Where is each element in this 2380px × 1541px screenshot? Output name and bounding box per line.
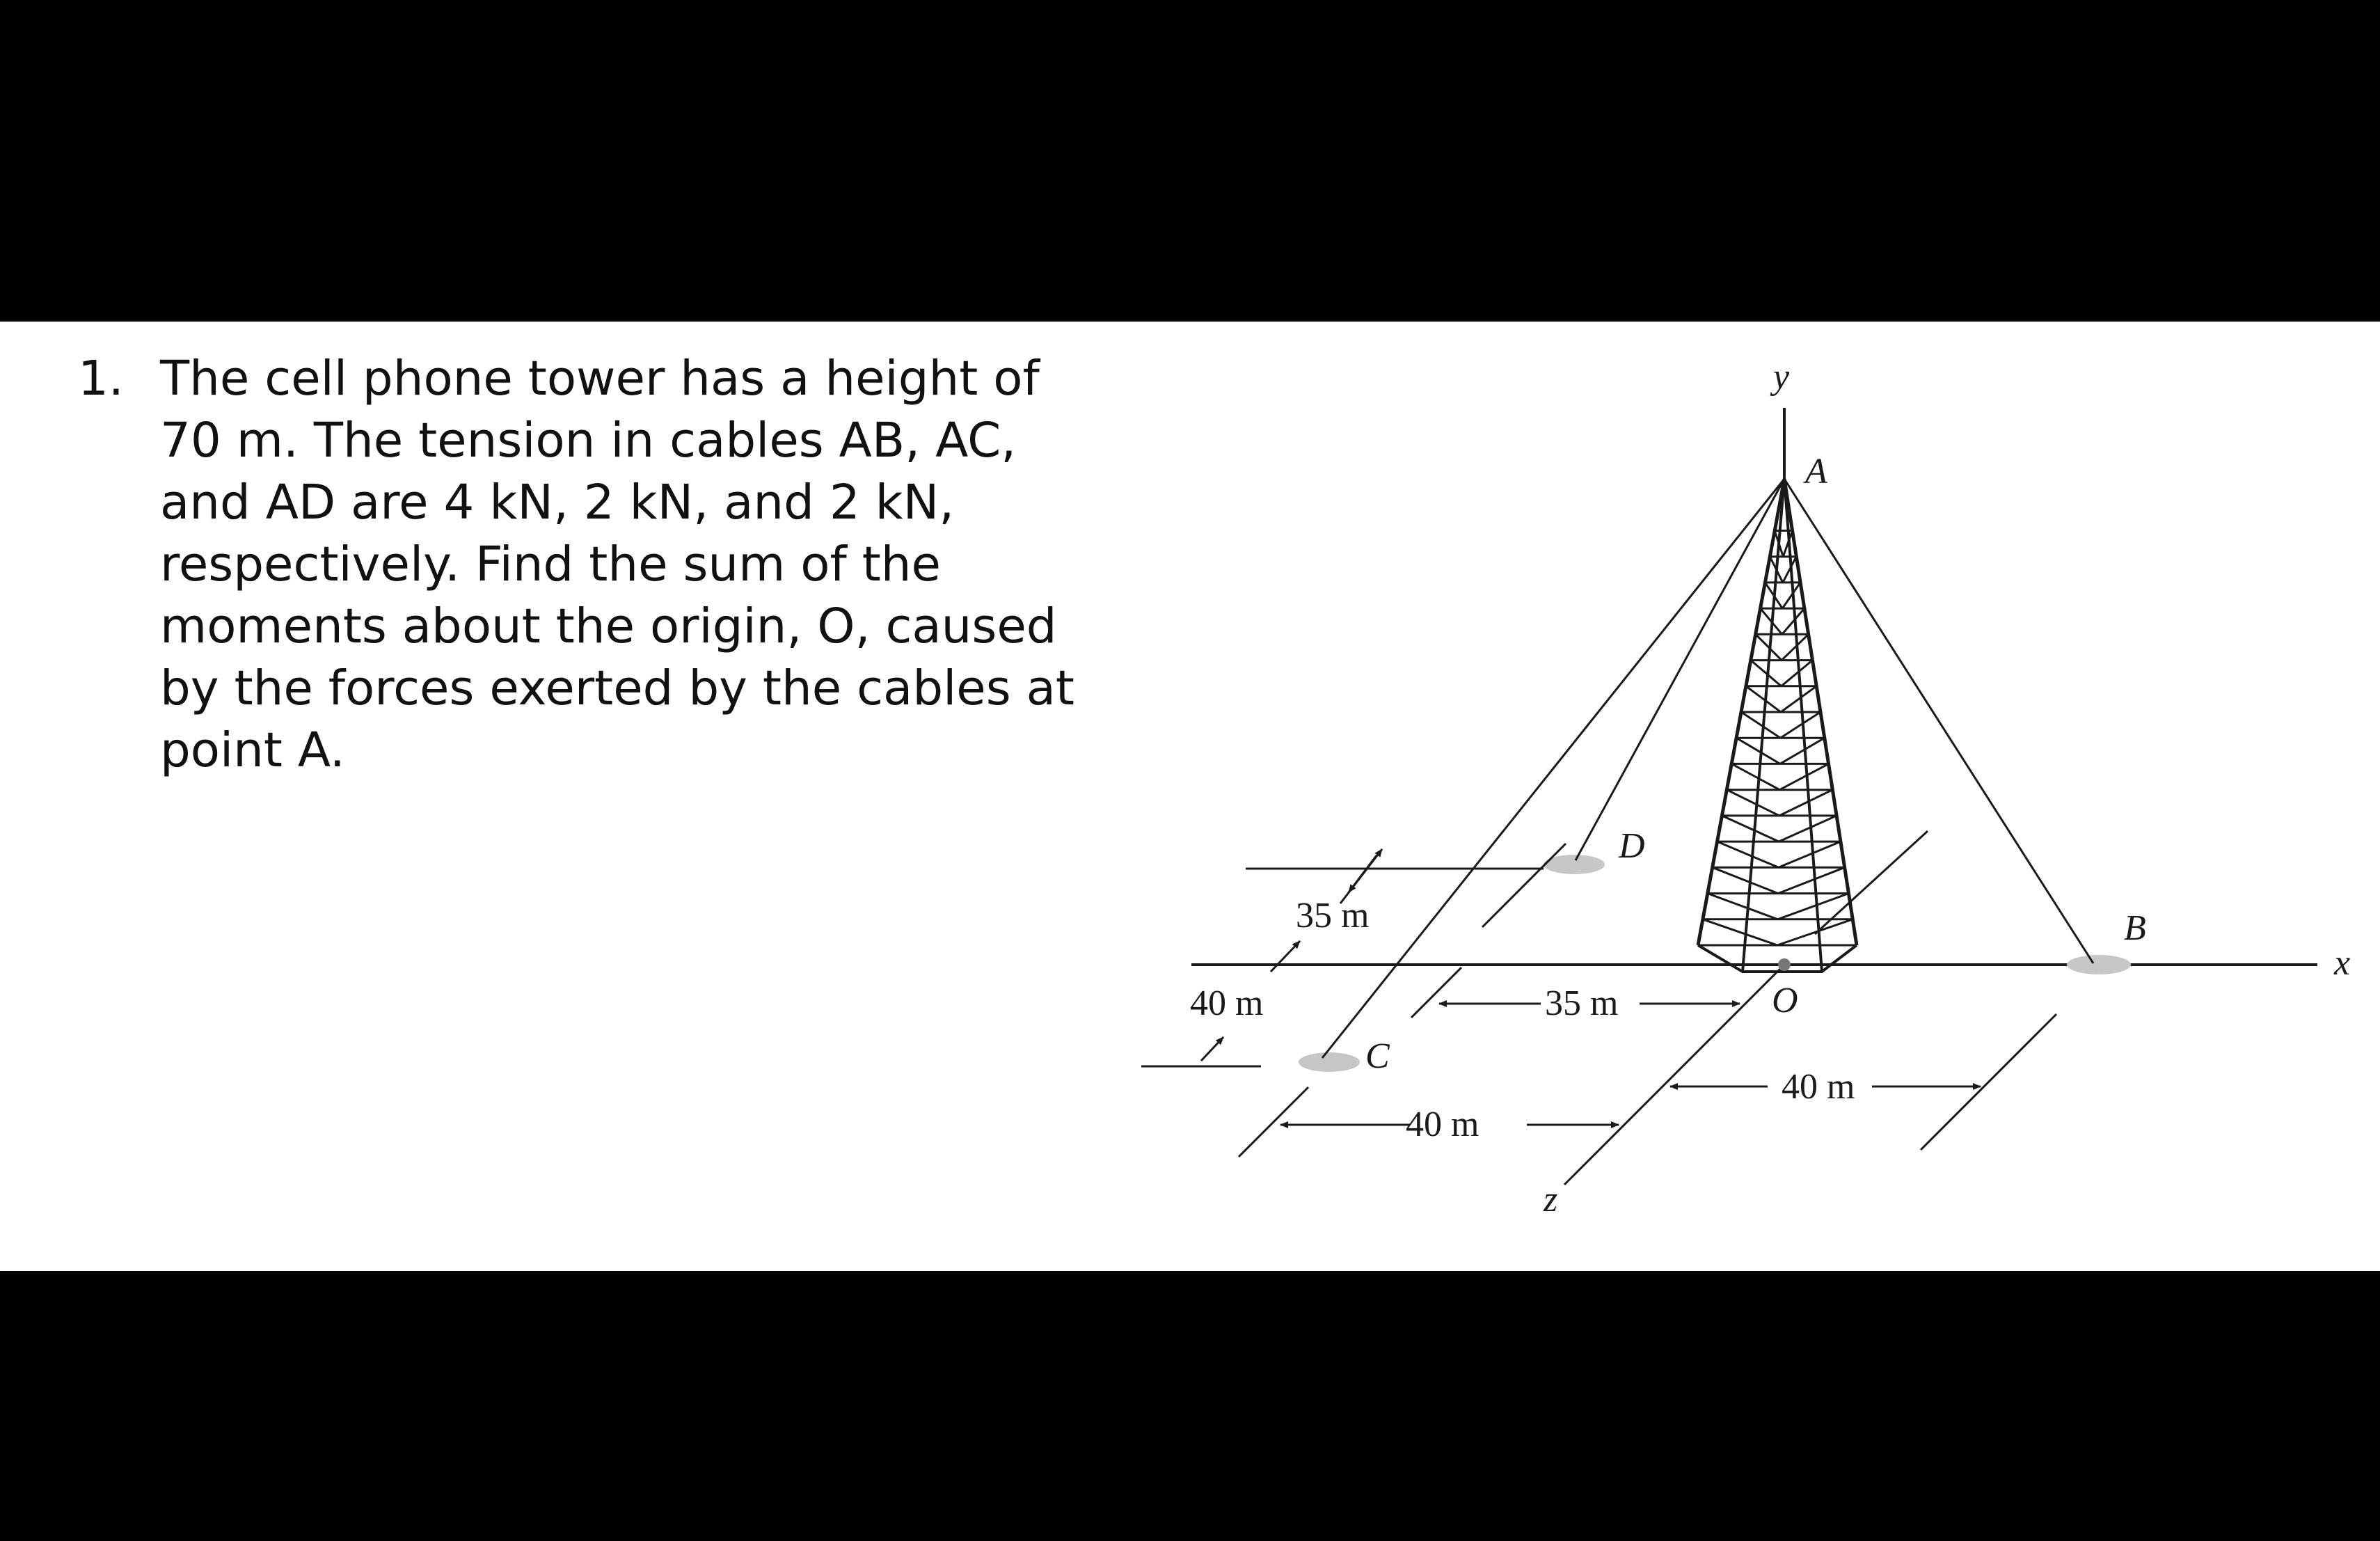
point-label-o: O xyxy=(1772,981,1798,1020)
dimension-label-40m-c: 40 m xyxy=(1190,983,1264,1023)
problem-line: by the forces exerted by the cables at xyxy=(160,661,1074,716)
cable-ac xyxy=(1322,479,1784,1058)
point-label-c: C xyxy=(1365,1036,1390,1076)
problem-line: and AD are 4 kN, 2 kN, and 2 kN, xyxy=(160,475,955,530)
dimension-label-35m-d: 35 m xyxy=(1296,896,1370,935)
axis-label-z: z xyxy=(1544,1180,1558,1219)
point-label-d: D xyxy=(1619,826,1645,866)
axis-label-x: x xyxy=(2334,943,2351,983)
problem-line: The cell phone tower has a height of xyxy=(160,351,1040,406)
point-label-a: A xyxy=(1805,452,1827,491)
tower-diagram xyxy=(0,322,2380,1271)
anchor-c xyxy=(1299,1052,1360,1072)
problem-number: 1. xyxy=(78,351,124,406)
axis-label-y: y xyxy=(1773,357,1790,397)
dimension-label-35m-o: 35 m xyxy=(1545,983,1619,1023)
dimension-label-40m-z: 40 m xyxy=(1406,1105,1479,1144)
problem-line: 70 m. The tension in cables AB, AC, xyxy=(160,413,1017,468)
dimension-label-40m-b: 40 m xyxy=(1782,1067,1855,1107)
origin-point xyxy=(1778,958,1791,971)
lattice-tower xyxy=(1698,479,1857,972)
dimension-lines xyxy=(1141,831,2056,1271)
anchor-b xyxy=(2067,955,2131,974)
cable-ab xyxy=(1784,479,2093,963)
problem-line: point A. xyxy=(160,722,345,778)
problem-panel xyxy=(0,322,2380,1271)
point-label-b: B xyxy=(2124,908,2146,948)
problem-line: respectively. Find the sum of the xyxy=(160,537,941,592)
problem-line: moments about the origin, O, caused xyxy=(160,599,1057,654)
